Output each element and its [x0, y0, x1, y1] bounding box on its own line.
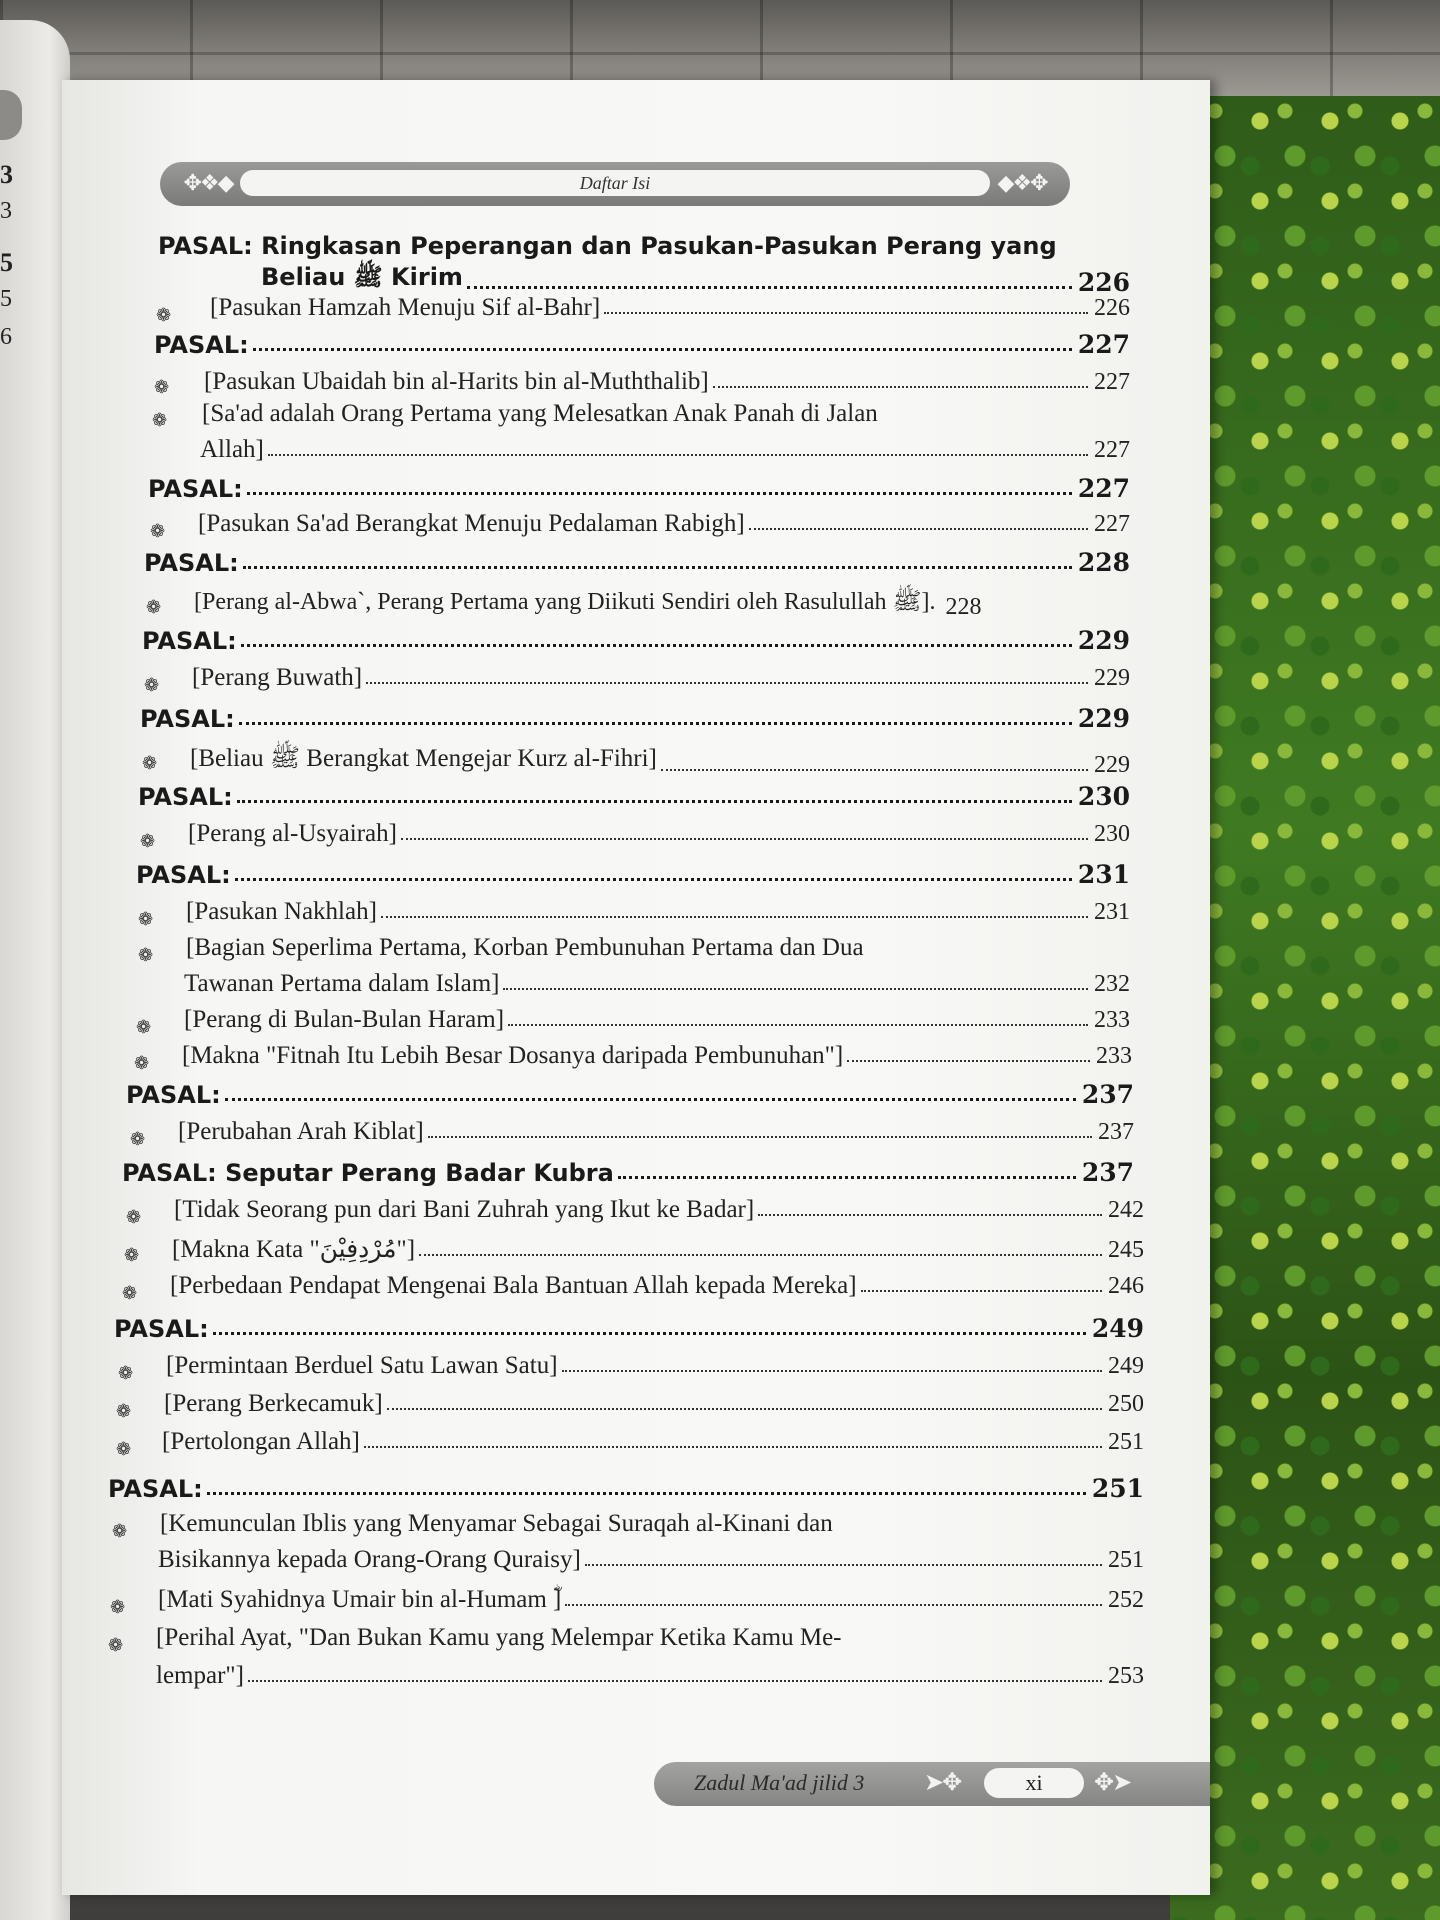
- toc-entry[interactable]: [210, 294, 1130, 322]
- toc-entry-text: [Perang Buwath]: [192, 664, 363, 691]
- bullet-icon: ❁: [116, 1439, 132, 1459]
- toc-heading[interactable]: [126, 1080, 1134, 1109]
- toc-entry-text: Tawanan Pertama dalam Islam]: [184, 970, 500, 997]
- leader-dots: [207, 1492, 1086, 1495]
- toc-page-number: 233: [1094, 1007, 1130, 1033]
- header-ornament-right-icon: ◆❖✥: [997, 170, 1047, 195]
- table-of-contents: [62, 80, 1210, 1895]
- toc-page-number: 251: [1108, 1547, 1144, 1573]
- toc-page-number: 229: [1094, 752, 1130, 778]
- toc-entry-text: [Makna Kata "مُرْدِفِيْنَ"]: [172, 1236, 416, 1263]
- leader-dots: [241, 644, 1072, 647]
- toc-page-number: 249: [1091, 1314, 1144, 1343]
- leader-dots: [387, 1408, 1102, 1410]
- leader-dots: [381, 916, 1088, 918]
- toc-heading-text: PASAL:: [126, 1081, 221, 1109]
- leader-dots: [419, 1254, 1102, 1256]
- toc-entry-text: [Pasukan Sa'ad Berangkat Menuju Pedalaman Rabigh]: [198, 510, 745, 537]
- toc-heading-text: PASAL:: [114, 1315, 209, 1343]
- leader-dots: [508, 1024, 1088, 1026]
- toc-heading-text: Beliau ﷺ Kirim: [261, 263, 463, 291]
- leader-dots: [847, 1060, 1090, 1062]
- toc-page-number: 229: [1077, 704, 1130, 733]
- facing-page-number: 6: [0, 324, 12, 350]
- toc-page-number: 237: [1081, 1080, 1134, 1109]
- bullet-icon: ❁: [108, 1635, 124, 1655]
- toc-entry-line: [Perihal Ayat, "Dan Bukan Kamu yang Melempar Ketika Kamu Me-: [156, 1624, 842, 1651]
- background-foliage: [1170, 96, 1440, 1920]
- toc-entry-text: [Tidak Seorang pun dari Bani Zuhrah yang Ikut ke Badar]: [174, 1196, 755, 1223]
- leader-dots: [225, 1098, 1076, 1101]
- toc-entry-text: [Perang al-Abwa`, Perang Pertama yang Diikuti Sendiri oleh Rasulullah ﷺ].: [194, 589, 936, 615]
- toc-page-number: 250: [1108, 1391, 1144, 1417]
- toc-entry-text: Allah]: [200, 436, 264, 463]
- facing-page-number: 5: [0, 286, 12, 312]
- bullet-icon: ❁: [110, 1597, 126, 1617]
- toc-entry[interactable]: [198, 510, 1130, 538]
- leader-dots: [565, 1604, 1102, 1606]
- toc-entry[interactable]: [164, 1390, 1144, 1418]
- toc-page-number: 229: [1077, 626, 1130, 655]
- toc-entry[interactable]: [186, 898, 1130, 926]
- toc-entry-text: [Pasukan Hamzah Menuju Sif al-Bahr]: [210, 294, 601, 321]
- toc-entry[interactable]: [184, 970, 1130, 998]
- toc-entry-text: Bisikannya kepada Orang-Orang Quraisy]: [158, 1546, 581, 1573]
- toc-heading-line: PASAL: Ringkasan Peperangan dan Pasukan-Pasukan Perang yang: [158, 232, 1057, 260]
- leader-dots: [364, 1446, 1102, 1448]
- leader-dots: [758, 1214, 1102, 1216]
- toc-heading-text: PASAL: Seputar Perang Badar Kubra: [122, 1159, 614, 1187]
- toc-page-number: 251: [1091, 1474, 1144, 1503]
- bullet-icon: ❁: [154, 377, 170, 397]
- toc-heading[interactable]: [114, 1314, 1144, 1343]
- toc-entry-text: [Pasukan Ubaidah bin al-Harits bin al-Muththalib]: [204, 368, 709, 395]
- toc-heading-text: PASAL:: [140, 705, 235, 733]
- toc-page-number: 252: [1108, 1587, 1144, 1613]
- toc-entry[interactable]: [166, 1352, 1144, 1380]
- toc-page-number: 227: [1077, 474, 1130, 503]
- toc-entry[interactable]: [204, 368, 1130, 396]
- leader-dots: [585, 1564, 1102, 1566]
- toc-page-number: 232: [1094, 971, 1130, 997]
- leader-dots: [237, 800, 1072, 803]
- toc-page-number: 231: [1094, 899, 1130, 925]
- toc-entry-text: [Perbedaan Pendapat Mengenai Bala Bantuan Allah kepada Mereka]: [170, 1272, 857, 1299]
- toc-page-number: 227: [1094, 511, 1130, 537]
- leader-dots: [428, 1136, 1092, 1138]
- facing-page-edge: [0, 20, 70, 1920]
- toc-page-number: 249: [1108, 1353, 1144, 1379]
- toc-page-number: 230: [1077, 782, 1130, 811]
- toc-entry[interactable]: [188, 820, 1130, 848]
- leader-dots: [248, 1680, 1102, 1682]
- toc-page-number: 228: [1077, 548, 1130, 577]
- toc-heading[interactable]: [122, 1158, 1134, 1187]
- toc-entry[interactable]: [192, 664, 1130, 692]
- toc-page-number: 237: [1081, 1158, 1134, 1187]
- toc-page-number: 251: [1108, 1429, 1144, 1455]
- toc-heading[interactable]: [108, 1474, 1144, 1503]
- running-footer: [654, 1762, 1210, 1806]
- toc-page-number: 227: [1094, 369, 1130, 395]
- leader-dots: [366, 682, 1088, 684]
- toc-entry[interactable]: [200, 436, 1130, 464]
- toc-page-number: 228: [945, 594, 982, 620]
- toc-heading[interactable]: [142, 626, 1130, 655]
- toc-heading[interactable]: [140, 704, 1130, 733]
- leader-dots: [235, 878, 1072, 881]
- toc-page-number: 233: [1096, 1043, 1132, 1069]
- toc-entry-line: [Bagian Seperlima Pertama, Korban Pembunuhan Pertama dan Dua: [186, 934, 864, 961]
- toc-entry[interactable]: [156, 1662, 1144, 1690]
- toc-entry-text: [Makna "Fitnah Itu Lebih Besar Dosanya daripada Pembunuhan"]: [182, 1042, 844, 1069]
- bullet-icon: ❁: [122, 1283, 138, 1303]
- toc-entry[interactable]: [172, 1234, 1144, 1264]
- toc-entry-text: [Permintaan Berduel Satu Lawan Satu]: [166, 1352, 558, 1379]
- bullet-icon: ❁: [144, 675, 160, 695]
- toc-entry-text: [Mati Syahidnya Umair bin al-Humam ؓ]: [158, 1586, 562, 1613]
- toc-entry-text: lempar"]: [156, 1662, 244, 1689]
- toc-heading-text: PASAL:: [148, 475, 243, 503]
- toc-page-number: 231: [1077, 860, 1130, 889]
- leader-dots: [604, 312, 1088, 314]
- leader-dots: [503, 988, 1088, 990]
- toc-entry-text: [Perang di Bulan-Bulan Haram]: [184, 1006, 505, 1033]
- toc-heading-text: PASAL:: [136, 861, 231, 889]
- bullet-icon: ❁: [112, 1521, 128, 1541]
- toc-page-number: 229: [1094, 665, 1130, 691]
- toc-page-number: 237: [1098, 1119, 1134, 1145]
- toc-page-number: 245: [1108, 1237, 1144, 1263]
- bullet-icon: ❁: [152, 410, 168, 430]
- toc-entry-text: [Perang Berkecamuk]: [164, 1390, 383, 1417]
- toc-heading[interactable]: [138, 782, 1130, 811]
- footer-ornament-left-icon: ➤✥: [924, 1770, 961, 1796]
- bullet-icon: ❁: [150, 521, 166, 541]
- bullet-icon: ❁: [142, 753, 158, 773]
- toc-heading-text: PASAL:: [154, 331, 249, 359]
- leader-dots: [243, 566, 1072, 569]
- toc-entry-text: [Beliau ﷺ Berangkat Mengejar Kurz al-Fihri]: [190, 745, 657, 772]
- toc-heading[interactable]: [144, 548, 1130, 577]
- toc-page-number: 246: [1108, 1273, 1144, 1299]
- toc-entry[interactable]: [194, 586, 1130, 621]
- facing-page-number: 5: [0, 248, 13, 277]
- leader-dots: [239, 722, 1072, 725]
- toc-heading[interactable]: [261, 262, 1130, 297]
- leader-dots: [861, 1290, 1102, 1292]
- bullet-icon: ❁: [156, 305, 172, 325]
- bullet-icon: ❁: [138, 909, 154, 929]
- footer-ornament-right-icon: ✥➤: [1094, 1770, 1131, 1796]
- bullet-icon: ❁: [116, 1401, 132, 1421]
- toc-page-number: 227: [1094, 437, 1130, 463]
- bullet-icon: ❁: [118, 1363, 134, 1383]
- toc-entry[interactable]: [184, 1006, 1130, 1034]
- toc-entry[interactable]: [178, 1118, 1134, 1146]
- bullet-icon: ❁: [134, 1053, 150, 1073]
- bullet-icon: ❁: [146, 597, 162, 617]
- footer-page-number: xi: [984, 1768, 1084, 1798]
- toc-entry-line: [Kemunculan Iblis yang Menyamar Sebagai Suraqah al-Kinani dan: [160, 1510, 833, 1537]
- toc-heading[interactable]: [136, 860, 1130, 889]
- header-ornament-left-icon: ✥❖◆: [183, 170, 233, 195]
- toc-heading-text: PASAL:: [144, 549, 239, 577]
- toc-page-number: 226: [1077, 268, 1130, 297]
- toc-page-number: 230: [1094, 821, 1130, 847]
- toc-heading-text: PASAL:: [108, 1475, 203, 1503]
- bullet-icon: ❁: [138, 945, 154, 965]
- leader-dots: [618, 1176, 1076, 1179]
- header-title: Daftar Isi: [579, 172, 651, 193]
- toc-entry-text: [Pasukan Nakhlah]: [186, 898, 377, 925]
- toc-page-number: 253: [1108, 1663, 1144, 1689]
- toc-entry-text: [Perubahan Arah Kiblat]: [178, 1118, 424, 1145]
- leader-dots: [247, 492, 1072, 495]
- leader-dots: [661, 769, 1088, 771]
- toc-heading[interactable]: [154, 330, 1130, 359]
- toc-page-number: 242: [1108, 1197, 1144, 1223]
- bullet-icon: ❁: [130, 1129, 146, 1149]
- leader-dots: [213, 1332, 1086, 1335]
- leader-dots: [401, 838, 1088, 840]
- facing-page-number: 3: [0, 160, 13, 189]
- toc-heading-text: PASAL:: [142, 627, 237, 655]
- facing-page-number: 3: [0, 198, 12, 224]
- leader-dots: [253, 348, 1072, 351]
- leader-dots: [268, 454, 1088, 456]
- leader-dots: [562, 1370, 1102, 1372]
- toc-entry[interactable]: [174, 1196, 1144, 1224]
- toc-entry[interactable]: [158, 1586, 1144, 1614]
- toc-heading-text: PASAL:: [138, 783, 233, 811]
- bullet-icon: ❁: [126, 1207, 142, 1227]
- facing-page-tab: [0, 90, 22, 140]
- leader-dots: [749, 528, 1088, 530]
- toc-entry[interactable]: [190, 742, 1130, 779]
- toc-entry-line: [Sa'ad adalah Orang Pertama yang Melesatkan Anak Panah di Jalan: [202, 400, 878, 427]
- book-page: [62, 80, 1210, 1895]
- toc-entry[interactable]: [158, 1546, 1144, 1574]
- toc-entry-text: [Perang al-Usyairah]: [188, 820, 397, 847]
- footer-book-title: Zadul Ma'ad jilid 3: [694, 1770, 865, 1795]
- toc-heading[interactable]: [148, 474, 1130, 503]
- bullet-icon: ❁: [124, 1245, 140, 1265]
- toc-entry[interactable]: [162, 1428, 1144, 1456]
- toc-entry[interactable]: [170, 1272, 1144, 1300]
- bullet-icon: ❁: [140, 831, 156, 851]
- toc-page-number: 226: [1094, 295, 1130, 321]
- leader-dots: [713, 386, 1088, 388]
- toc-entry[interactable]: [182, 1042, 1132, 1070]
- toc-entry-text: [Pertolongan Allah]: [162, 1428, 360, 1455]
- toc-page-number: 227: [1077, 330, 1130, 359]
- leader-dots: [467, 286, 1072, 289]
- bullet-icon: ❁: [136, 1017, 152, 1037]
